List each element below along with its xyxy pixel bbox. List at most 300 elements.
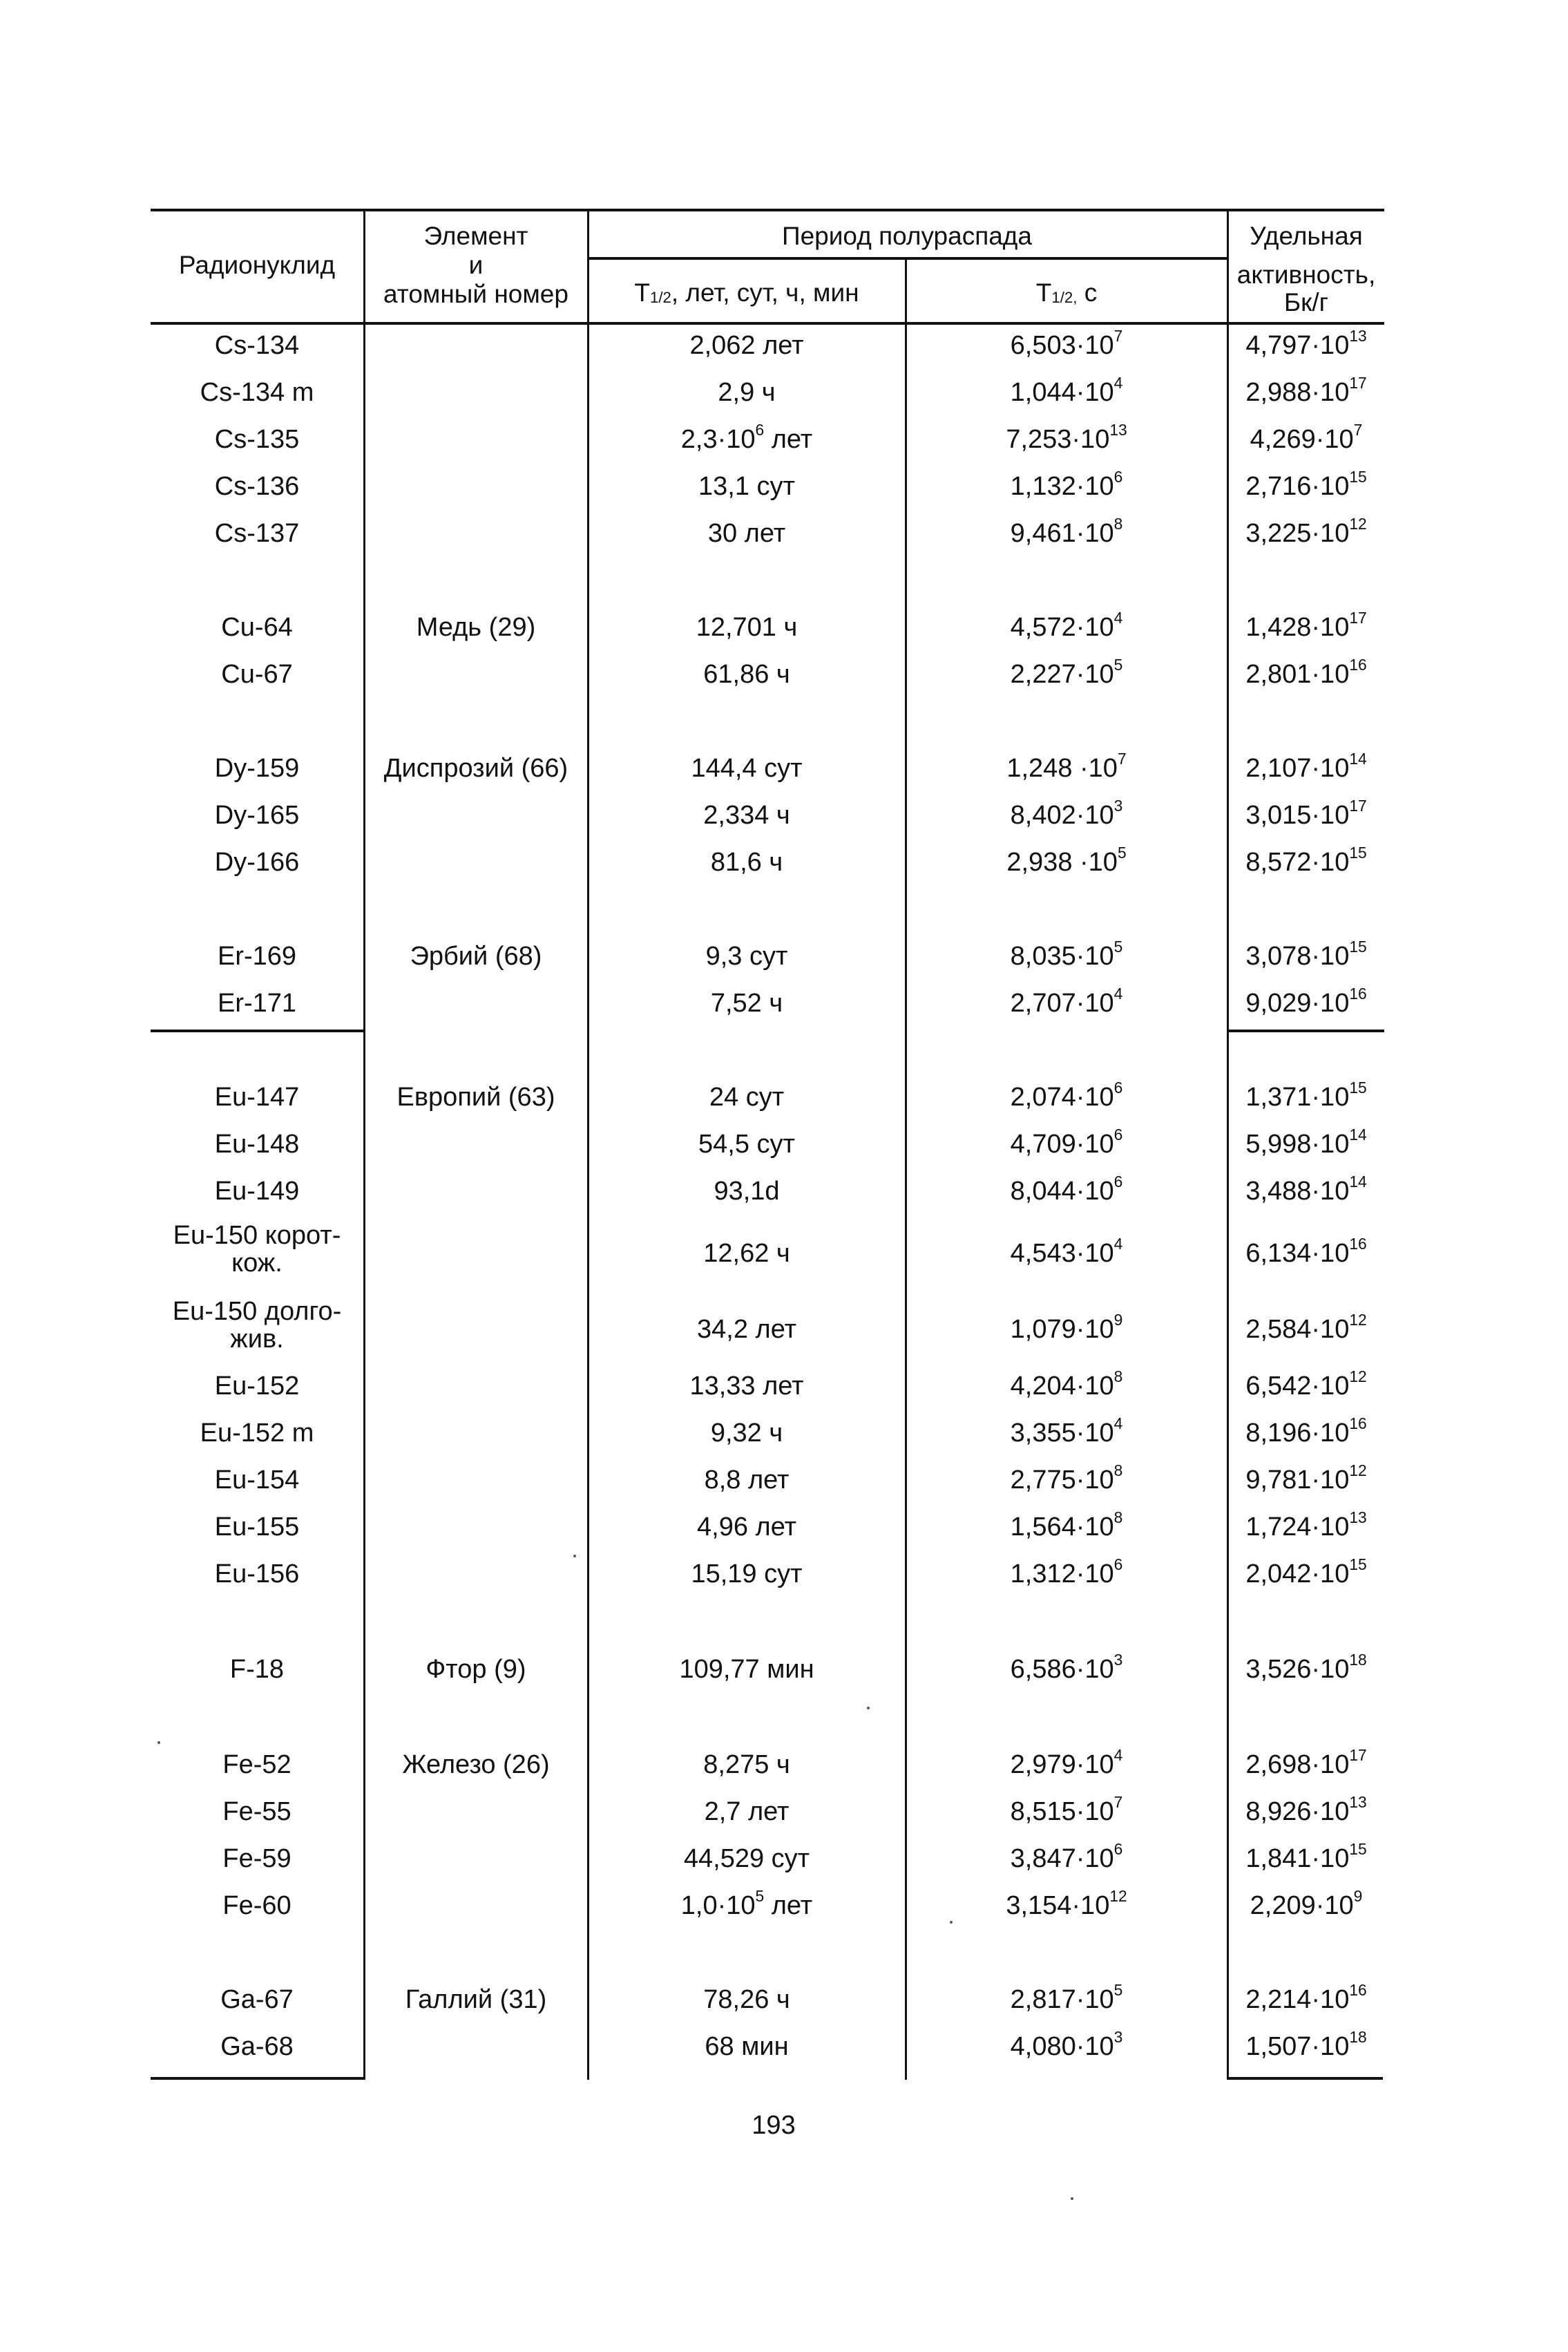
specific-activity-exponent: 15 — [1349, 843, 1367, 862]
specific-activity-mantissa: 6,134·10 — [1245, 1239, 1350, 1268]
halflife-seconds-exponent: 6 — [1113, 1125, 1123, 1144]
halflife-text: 2,062 лет — [689, 331, 804, 360]
halflife-value — [589, 1238, 905, 1269]
halflife-text: 30 лет — [707, 519, 786, 548]
specific-activity-mantissa: 2,042·10 — [1245, 1559, 1350, 1588]
halflife-seconds — [908, 1234, 1225, 1269]
halflife-text: 2,334 ч — [703, 801, 790, 830]
specific-activity-mantissa: 3,526·10 — [1245, 1655, 1350, 1684]
specific-activity-mantissa: 3,078·10 — [1245, 942, 1350, 971]
halflife-seconds-mantissa: 1,044·10 — [1010, 378, 1114, 407]
halflife-text: 15,19 сут — [691, 1559, 803, 1588]
header-element-line3: атомный номер — [383, 280, 568, 308]
halflife-value — [589, 1082, 905, 1112]
specific-activity-exponent: 14 — [1349, 1172, 1367, 1191]
halflife-seconds-exponent: 8 — [1113, 1367, 1123, 1385]
halflife-seconds — [908, 843, 1225, 878]
halflife-mantissa: 2,3·10 — [680, 425, 756, 454]
specific-activity — [1228, 655, 1384, 690]
specific-activity-mantissa: 8,196·10 — [1245, 1419, 1350, 1448]
specific-activity-mantissa: 2,107·10 — [1245, 754, 1350, 783]
specific-activity — [1228, 2027, 1384, 2062]
specific-activity — [1228, 1172, 1384, 1206]
specific-activity — [1228, 1414, 1384, 1448]
halflife-value — [589, 800, 905, 831]
halflife-seconds-mantissa: 1,079·10 — [1010, 1315, 1114, 1344]
halflife-seconds — [908, 1555, 1225, 1589]
header-halflife-units — [589, 278, 905, 308]
header-halflife-seconds — [908, 278, 1225, 308]
ts-subscript: 1/2, — [1051, 289, 1078, 307]
halflife-seconds-mantissa: 1,132·10 — [1010, 472, 1114, 501]
nuclide-name: Cs-134 — [214, 331, 300, 360]
element-name: Железо (26) — [402, 1750, 550, 1779]
halflife-value — [589, 420, 905, 455]
scan-speck — [573, 1555, 576, 1557]
halflife-seconds — [908, 1461, 1225, 1495]
halflife-text: 109,77 мин — [679, 1655, 814, 1684]
halflife-text: 34,2 лет — [697, 1315, 796, 1344]
nuclide-name: Eu-156 — [214, 1559, 300, 1588]
halflife-seconds-mantissa: 3,847·10 — [1010, 1844, 1114, 1873]
halflife-value — [589, 1129, 905, 1159]
nuclide-name: Eu-152 — [214, 1372, 300, 1401]
specific-activity-mantissa: 8,926·10 — [1245, 1797, 1350, 1826]
halflife-text: 12,62 ч — [703, 1239, 790, 1268]
t-subscript: 1/2 — [650, 289, 671, 307]
header-element-line1: Элемент — [423, 222, 528, 250]
halflife-seconds-exponent: 6 — [1113, 1078, 1123, 1097]
specific-activity-exponent: 15 — [1349, 1839, 1367, 1858]
specific-activity-mantissa: 3,015·10 — [1245, 801, 1350, 830]
halflife-seconds-exponent: 6 — [1113, 467, 1123, 486]
specific-activity-exponent: 14 — [1349, 1125, 1367, 1144]
halflife-seconds-exponent: 4 — [1113, 608, 1123, 627]
halflife-seconds-exponent: 8 — [1113, 1461, 1123, 1479]
specific-activity-mantissa: 2,214·10 — [1245, 1985, 1350, 2014]
halflife-value — [589, 988, 905, 1018]
halflife-value — [589, 1176, 905, 1206]
nuclide-name: Cu-64 — [221, 613, 293, 642]
specific-activity — [1228, 796, 1384, 831]
specific-activity-mantissa: 4,797·10 — [1245, 331, 1350, 360]
halflife-seconds — [908, 1078, 1225, 1112]
halflife-seconds — [908, 1172, 1225, 1206]
halflife-seconds-mantissa: 8,044·10 — [1010, 1177, 1114, 1206]
halflife-seconds-mantissa: 2,775·10 — [1010, 1466, 1114, 1495]
halflife-text: 13,1 сут — [698, 472, 795, 501]
halflife-seconds-exponent: 6 — [1113, 1172, 1123, 1191]
specific-activity-mantissa: 1,724·10 — [1245, 1512, 1350, 1542]
halflife-seconds-mantissa: 2,979·10 — [1010, 1750, 1114, 1779]
specific-activity-exponent: 16 — [1349, 1234, 1367, 1253]
halflife-seconds-mantissa: 6,503·10 — [1010, 331, 1114, 360]
nuclide-name: Eu-148 — [214, 1130, 300, 1159]
header-element-line2: и — [468, 251, 484, 279]
specific-activity-exponent: 16 — [1349, 655, 1367, 674]
specific-activity-exponent: 12 — [1349, 1461, 1367, 1479]
specific-activity-mantissa: 3,488·10 — [1245, 1177, 1350, 1206]
nuclide-name: Eu-154 — [214, 1466, 300, 1495]
halflife-seconds-mantissa: 4,080·10 — [1010, 2032, 1114, 2061]
halflife-text: 12,701 ч — [696, 613, 798, 642]
specific-activity — [1228, 1555, 1384, 1589]
halflife-exponent: 6 — [755, 420, 765, 439]
specific-activity-exponent: 17 — [1349, 373, 1367, 392]
specific-activity-exponent: 15 — [1349, 1078, 1367, 1097]
halflife-seconds-exponent: 9 — [1113, 1310, 1123, 1329]
specific-activity-mantissa: 2,801·10 — [1245, 660, 1350, 689]
halflife-value — [589, 659, 905, 690]
halflife-seconds — [908, 984, 1225, 1018]
halflife-seconds — [908, 2027, 1225, 2062]
specific-activity — [1228, 1310, 1384, 1345]
page-number: 193 — [752, 2111, 796, 2140]
halflife-seconds-mantissa: 8,035·10 — [1010, 942, 1114, 971]
specific-activity-mantissa: 8,572·10 — [1245, 848, 1350, 877]
halflife-text: 4,96 лет — [697, 1512, 796, 1542]
halflife-text: 93,1d — [714, 1177, 780, 1206]
header-radionuclide: Радионуклид — [178, 251, 336, 279]
halflife-text: 13,33 лет — [689, 1372, 804, 1401]
scan-speck — [157, 1741, 160, 1744]
specific-activity-exponent: 18 — [1349, 1650, 1367, 1669]
specific-activity — [1228, 1839, 1384, 1874]
halflife-seconds-exponent: 3 — [1113, 2027, 1123, 2046]
halflife-text: 44,529 сут — [683, 1844, 810, 1873]
halflife-exponent: 5 — [755, 1886, 765, 1905]
halflife-seconds-exponent: 4 — [1113, 984, 1123, 1003]
halflife-text: 68 мин — [705, 2032, 789, 2061]
specific-activity — [1228, 608, 1384, 643]
halflife-text: 8,275 ч — [703, 1750, 790, 1779]
element-name: Фтор (9) — [426, 1655, 526, 1684]
halflife-value — [589, 1418, 905, 1448]
halflife-seconds-mantissa: 2,938 ·10 — [1006, 848, 1118, 877]
halflife-seconds-exponent: 8 — [1113, 1508, 1123, 1526]
specific-activity — [1228, 1886, 1384, 1921]
specific-activity — [1228, 467, 1384, 502]
element-name: Европий (63) — [396, 1083, 555, 1112]
specific-activity — [1228, 420, 1384, 455]
halflife-value — [589, 941, 905, 971]
halflife-value — [589, 1843, 905, 1874]
nuclide-name: Er-171 — [217, 989, 297, 1018]
specific-activity-exponent: 13 — [1349, 1792, 1367, 1811]
nuclide-name: Dy-159 — [214, 754, 300, 783]
halflife-value — [589, 1984, 905, 2015]
halflife-seconds-exponent: 5 — [1113, 655, 1123, 674]
header-halflife: Период полураспада — [782, 222, 1032, 250]
specific-activity — [1228, 1234, 1384, 1269]
specific-activity — [1228, 1980, 1384, 2015]
scan-speck — [950, 1921, 953, 1924]
halflife-seconds — [908, 1980, 1225, 2015]
nuclide-name: Cu-67 — [221, 660, 293, 689]
halflife-value — [589, 1559, 905, 1589]
halflife-text: 2,9 ч — [718, 378, 776, 407]
element-name: Диспрозий (66) — [383, 754, 568, 783]
specific-activity-exponent: 13 — [1349, 326, 1367, 345]
header-activity-line1: Удельная — [1250, 222, 1363, 250]
halflife-seconds — [908, 420, 1225, 455]
specific-activity-exponent: 17 — [1349, 608, 1367, 627]
nuclide-name: Cs-135 — [214, 425, 300, 454]
halflife-seconds-exponent: 3 — [1113, 1650, 1123, 1669]
header-activity-line2: активность, — [1236, 260, 1376, 289]
nuclide-name: Eu-149 — [214, 1177, 300, 1206]
nuclide-name: Eu-152 m — [200, 1419, 314, 1448]
element-name: Эрбий (68) — [410, 942, 542, 971]
halflife-seconds — [908, 796, 1225, 831]
halflife-text: 7,52 ч — [710, 989, 783, 1018]
table-bottom-rule-right — [1227, 2077, 1383, 2080]
halflife-value — [589, 1654, 905, 1685]
header-bottom-rule — [151, 322, 1384, 325]
specific-activity-exponent: 17 — [1349, 796, 1367, 815]
specific-activity-mantissa: 2,716·10 — [1245, 472, 1350, 501]
halflife-value — [589, 753, 905, 784]
halflife-seconds — [908, 1792, 1225, 1827]
specific-activity-mantissa: 9,029·10 — [1245, 989, 1350, 1018]
halflife-seconds — [908, 1125, 1225, 1159]
halflife-value — [589, 1371, 905, 1401]
specific-activity-exponent: 18 — [1349, 2027, 1367, 2046]
halflife-seconds — [908, 749, 1225, 784]
halflife-seconds-mantissa: 6,586·10 — [1010, 1655, 1114, 1684]
nuclide-name: Fe-55 — [222, 1797, 291, 1826]
specific-activity — [1228, 1367, 1384, 1401]
specific-activity-mantissa: 1,428·10 — [1245, 613, 1350, 642]
specific-activity — [1228, 1792, 1384, 1827]
specific-activity-mantissa: 4,269·10 — [1250, 425, 1354, 454]
halflife-seconds-mantissa: 2,707·10 — [1010, 989, 1114, 1018]
halflife-seconds-exponent: 4 — [1113, 373, 1123, 392]
nuclide-name: Eu-147 — [214, 1083, 300, 1112]
halflife-value — [589, 330, 905, 361]
halflife-value — [589, 1886, 905, 1921]
ts-units: с — [1077, 278, 1098, 307]
t-units: , лет, сут, ч, мин — [671, 278, 859, 307]
halflife-seconds-exponent: 4 — [1113, 1414, 1123, 1432]
halflife-seconds-mantissa: 2,817·10 — [1010, 1985, 1114, 2014]
halflife-text: 78,26 ч — [703, 1985, 790, 2014]
specific-activity — [1228, 373, 1384, 408]
specific-activity-exponent: 14 — [1349, 749, 1367, 768]
scan-speck — [1071, 2197, 1073, 2200]
specific-activity — [1228, 843, 1384, 878]
nuclide-name: Fe-60 — [222, 1891, 291, 1920]
column-divider-3 — [905, 257, 907, 2080]
halflife-seconds-exponent: 7 — [1113, 1792, 1123, 1811]
specific-activity — [1228, 749, 1384, 784]
specific-activity-mantissa: 2,698·10 — [1245, 1750, 1350, 1779]
specific-activity — [1228, 1508, 1384, 1542]
nuclide-name: Cs-134 m — [200, 378, 314, 407]
halflife-seconds — [908, 1745, 1225, 1780]
nuclide-name: Dy-165 — [214, 801, 300, 830]
table-top-rule — [151, 209, 1384, 211]
halflife-text: 9,32 ч — [710, 1419, 783, 1448]
ts-symbol: T — [1035, 278, 1052, 307]
halflife-seconds — [908, 1886, 1225, 1921]
nuclide-name-continued: жив. — [230, 1325, 284, 1354]
specific-activity-mantissa: 2,584·10 — [1245, 1315, 1350, 1344]
halflife-value — [589, 2031, 905, 2062]
nuclide-name: Eu-150 долго- — [172, 1297, 342, 1326]
halflife-value — [589, 1796, 905, 1827]
specific-activity-exponent: 15 — [1349, 937, 1367, 956]
halflife-seconds — [908, 937, 1225, 971]
halflife-seconds — [908, 326, 1225, 361]
specific-activity-mantissa: 1,841·10 — [1245, 1844, 1350, 1873]
specific-activity-mantissa: 5,998·10 — [1245, 1130, 1350, 1159]
halflife-seconds-exponent: 5 — [1113, 1980, 1123, 1999]
halflife-text: 2,7 лет — [704, 1797, 790, 1826]
halflife-seconds-mantissa: 1,248 ·10 — [1006, 754, 1118, 783]
halflife-seconds-mantissa: 4,543·10 — [1010, 1239, 1114, 1268]
halflife-seconds — [908, 1310, 1225, 1345]
halflife-seconds-exponent: 3 — [1113, 796, 1123, 815]
nuclide-name: Fe-52 — [222, 1750, 291, 1779]
halflife-seconds — [908, 1508, 1225, 1542]
specific-activity-exponent: 12 — [1349, 1310, 1367, 1329]
nuclide-name: Er-169 — [217, 942, 297, 971]
specific-activity-exponent: 15 — [1349, 467, 1367, 486]
specific-activity-exponent: 16 — [1349, 1980, 1367, 1999]
halflife-mantissa: 1,0·10 — [680, 1891, 756, 1920]
specific-activity — [1228, 984, 1384, 1018]
specific-activity — [1228, 1125, 1384, 1159]
halflife-seconds-mantissa: 4,709·10 — [1010, 1130, 1114, 1159]
halflife-seconds — [908, 514, 1225, 549]
nuclide-name: Fe-59 — [222, 1844, 291, 1873]
halflife-seconds-exponent: 7 — [1117, 749, 1127, 768]
halflife-text: 24 сут — [709, 1083, 785, 1112]
halflife-seconds-exponent: 5 — [1117, 843, 1127, 862]
specific-activity-mantissa: 6,542·10 — [1245, 1372, 1350, 1401]
scan-speck — [867, 1707, 870, 1709]
halflife-seconds — [908, 1650, 1225, 1685]
specific-activity — [1228, 937, 1384, 971]
nuclide-name: Ga-67 — [220, 1985, 294, 2014]
header-activity-line3: Бк/г — [1283, 288, 1329, 316]
halflife-seconds-exponent: 8 — [1113, 514, 1123, 533]
halflife-seconds — [908, 373, 1225, 408]
halflife-seconds-mantissa: 1,312·10 — [1010, 1559, 1114, 1588]
specific-activity-exponent: 7 — [1353, 420, 1363, 439]
halflife-text: 81,6 ч — [710, 848, 783, 877]
halflife-seconds-mantissa: 7,253·10 — [1006, 425, 1110, 454]
specific-activity-mantissa: 9,781·10 — [1245, 1466, 1350, 1495]
halflife-seconds — [908, 1839, 1225, 1874]
header-inner-rule — [587, 257, 1227, 260]
halflife-value — [589, 377, 905, 408]
halflife-seconds-mantissa: 8,402·10 — [1010, 801, 1114, 830]
halflife-text: 9,3 сут — [705, 942, 788, 971]
halflife-seconds-exponent: 12 — [1109, 1886, 1127, 1905]
halflife-unit: лет — [764, 1891, 813, 1920]
specific-activity-exponent: 9 — [1353, 1886, 1363, 1905]
halflife-seconds-mantissa: 1,564·10 — [1010, 1512, 1114, 1542]
specific-activity — [1228, 1461, 1384, 1495]
halflife-seconds — [908, 608, 1225, 643]
nuclide-name-continued: кож. — [231, 1249, 283, 1278]
halflife-text: 54,5 сут — [698, 1130, 795, 1159]
halflife-seconds-exponent: 6 — [1113, 1839, 1123, 1858]
nuclide-name: Dy-166 — [214, 848, 300, 877]
halflife-unit: лет — [764, 425, 813, 454]
specific-activity — [1228, 514, 1384, 549]
halflife-value — [589, 612, 905, 643]
nuclide-name: Ga-68 — [220, 2032, 294, 2061]
halflife-value — [589, 1465, 905, 1495]
specific-activity-exponent: 15 — [1349, 1555, 1367, 1573]
section-rule-right — [1227, 1030, 1384, 1032]
specific-activity-mantissa: 1,507·10 — [1245, 2032, 1350, 2061]
halflife-seconds-exponent: 4 — [1113, 1234, 1123, 1253]
halflife-seconds-mantissa: 2,227·10 — [1010, 660, 1114, 689]
halflife-value — [589, 1749, 905, 1780]
halflife-value — [589, 518, 905, 549]
specific-activity-exponent: 12 — [1349, 1367, 1367, 1385]
specific-activity — [1228, 1078, 1384, 1112]
element-name: Медь (29) — [416, 613, 536, 642]
halflife-seconds-mantissa: 8,515·10 — [1010, 1797, 1114, 1826]
halflife-seconds-mantissa: 9,461·10 — [1010, 519, 1114, 548]
halflife-seconds-exponent: 13 — [1109, 420, 1127, 439]
halflife-text: 144,4 сут — [691, 754, 803, 783]
halflife-text: 61,86 ч — [703, 660, 790, 689]
halflife-seconds — [908, 1414, 1225, 1448]
halflife-seconds-mantissa: 3,154·10 — [1006, 1891, 1110, 1920]
specific-activity-mantissa: 2,988·10 — [1245, 378, 1350, 407]
halflife-seconds — [908, 655, 1225, 690]
specific-activity-exponent: 16 — [1349, 1414, 1367, 1432]
specific-activity-mantissa: 1,371·10 — [1245, 1083, 1350, 1112]
halflife-seconds — [908, 1367, 1225, 1401]
nuclide-name: Cs-136 — [214, 472, 300, 501]
specific-activity — [1228, 1650, 1384, 1685]
t-symbol: T — [634, 278, 651, 307]
halflife-value — [589, 847, 905, 878]
halflife-seconds-mantissa: 4,204·10 — [1010, 1372, 1114, 1401]
specific-activity-exponent: 16 — [1349, 984, 1367, 1003]
section-rule — [151, 1030, 363, 1032]
nuclide-name: F-18 — [229, 1655, 285, 1684]
halflife-seconds-exponent: 4 — [1113, 1745, 1123, 1764]
element-name: Галлий (31) — [405, 1985, 547, 2014]
halflife-seconds-exponent: 5 — [1113, 937, 1123, 956]
nuclide-name: Eu-150 корот- — [173, 1221, 341, 1250]
halflife-seconds-mantissa: 4,572·10 — [1010, 613, 1114, 642]
table-bottom-rule-left — [151, 2077, 365, 2080]
halflife-value — [589, 1512, 905, 1542]
nuclide-name: Cs-137 — [214, 519, 300, 548]
nuclide-name: Eu-155 — [214, 1512, 300, 1542]
halflife-seconds-exponent: 7 — [1113, 326, 1123, 345]
halflife-seconds-mantissa: 2,074·10 — [1010, 1083, 1114, 1112]
halflife-value — [589, 1314, 905, 1345]
halflife-seconds-exponent: 6 — [1113, 1555, 1123, 1573]
halflife-seconds — [908, 467, 1225, 502]
halflife-text: 8,8 лет — [704, 1466, 790, 1495]
halflife-value — [589, 471, 905, 502]
specific-activity — [1228, 326, 1384, 361]
specific-activity-exponent: 17 — [1349, 1745, 1367, 1764]
specific-activity-exponent: 12 — [1349, 514, 1367, 533]
specific-activity-mantissa: 2,209·10 — [1250, 1891, 1354, 1920]
